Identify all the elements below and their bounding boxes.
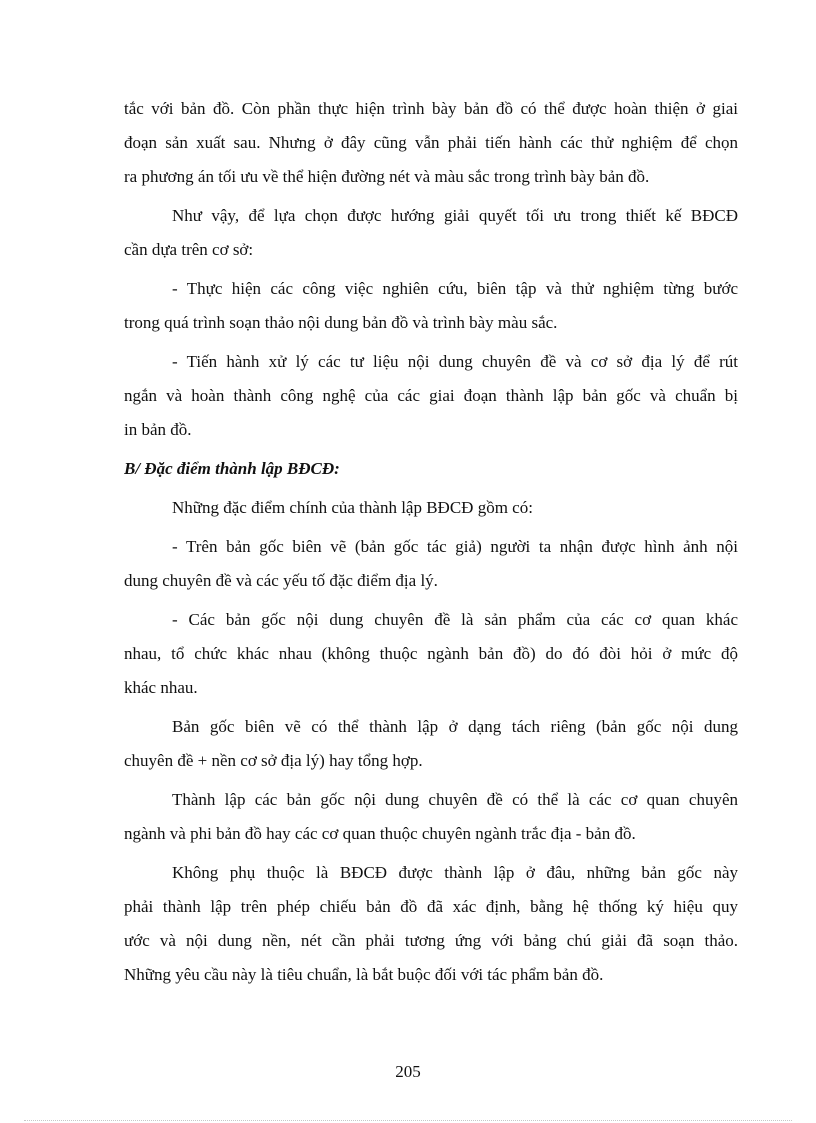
paragraph [124,530,738,598]
text-line: Bản gốc biên vẽ có thể thành lập ở dạng tách riêng (bản gốc nội dung [172,717,738,736]
text-line: ước và nội dung nền, nét cần phải tương ứng với bảng chú giải đã soạn thảo. [124,931,738,950]
text-line: ngành và phi bản đồ hay các cơ quan thuộc chuyên ngành trắc địa - bản đồ. [124,824,636,843]
text-line: tắc với bản đồ. Còn phần thực hiện trình bày bản đồ có thể được hoàn thiện ở giai [124,99,738,118]
text-line: đoạn sản xuất sau. Nhưng ở đây cũng vẫn phải tiến hành các thử nghiệm để chọn [124,133,738,152]
text-line: phải thành lập trên phép chiếu bản đồ đã xác định, bằng hệ thống ký hiệu quy [124,897,738,916]
text-line: - Thực hiện các công việc nghiên cứu, biên tập và thử nghiệm từng bước [172,279,738,298]
text-line: khác nhau. [124,678,198,697]
paragraph [124,710,738,778]
text-line: dung chuyên đề và các yếu tố đặc điểm địa lý. [124,571,438,590]
paragraph [124,199,738,267]
text-line: chuyên đề + nền cơ sở địa lý) hay tổng hợp. [124,751,423,770]
text-line: cần dựa trên cơ sở: [124,240,254,259]
text-line: Thành lập các bản gốc nội dung chuyên đề có thể là các cơ quan chuyên [172,790,738,809]
text-line: ngắn và hoàn thành công nghệ của các giai đoạn thành lập bản gốc và chuẩn bị [124,386,738,405]
text-line: - Trên bản gốc biên vẽ (bản gốc tác giả) người ta nhận được hình ảnh nội [172,537,738,556]
paragraph [124,345,738,447]
text-line: in bản đồ. [124,420,192,439]
paragraph [124,92,738,194]
text-line: ra phương án tối ưu về thể hiện đường nét và màu sắc trong trình bày bản đồ. [124,167,650,186]
paragraph [124,491,738,525]
paragraph [124,856,738,992]
text-line: nhau, tổ chức khác nhau (không thuộc ngành bản đồ) do đó đòi hỏi ở mức độ [124,644,738,663]
text-line: - Các bản gốc nội dung chuyên đề là sản phẩm của các cơ quan khác [172,610,738,629]
section-heading [124,452,738,486]
paragraph [124,272,738,340]
text-line: trong quá trình soạn thảo nội dung bản đồ và trình bày màu sắc. [124,313,558,332]
text-line: Không phụ thuộc là BĐCĐ được thành lập ở đâu, những bản gốc này [172,863,738,882]
text-line: Những yêu cầu này là tiêu chuẩn, là bắt buộc đối với tác phẩm bản đồ. [124,965,604,984]
footer-divider [24,1120,792,1121]
text-line: - Tiến hành xử lý các tư liệu nội dung chuyên đề và cơ sở địa lý để rút [172,352,738,371]
paragraph [124,603,738,705]
text-line: B/ Đặc điểm thành lập BĐCĐ: [124,459,340,478]
paragraph [124,783,738,851]
text-line: Những đặc điểm chính của thành lập BĐCĐ gồm có: [172,498,533,517]
body-text [124,92,738,997]
text-line: Như vậy, để lựa chọn được hướng giải quyết tối ưu trong thiết kế BĐCĐ [172,206,738,225]
page-number: 205 [395,1062,421,1081]
